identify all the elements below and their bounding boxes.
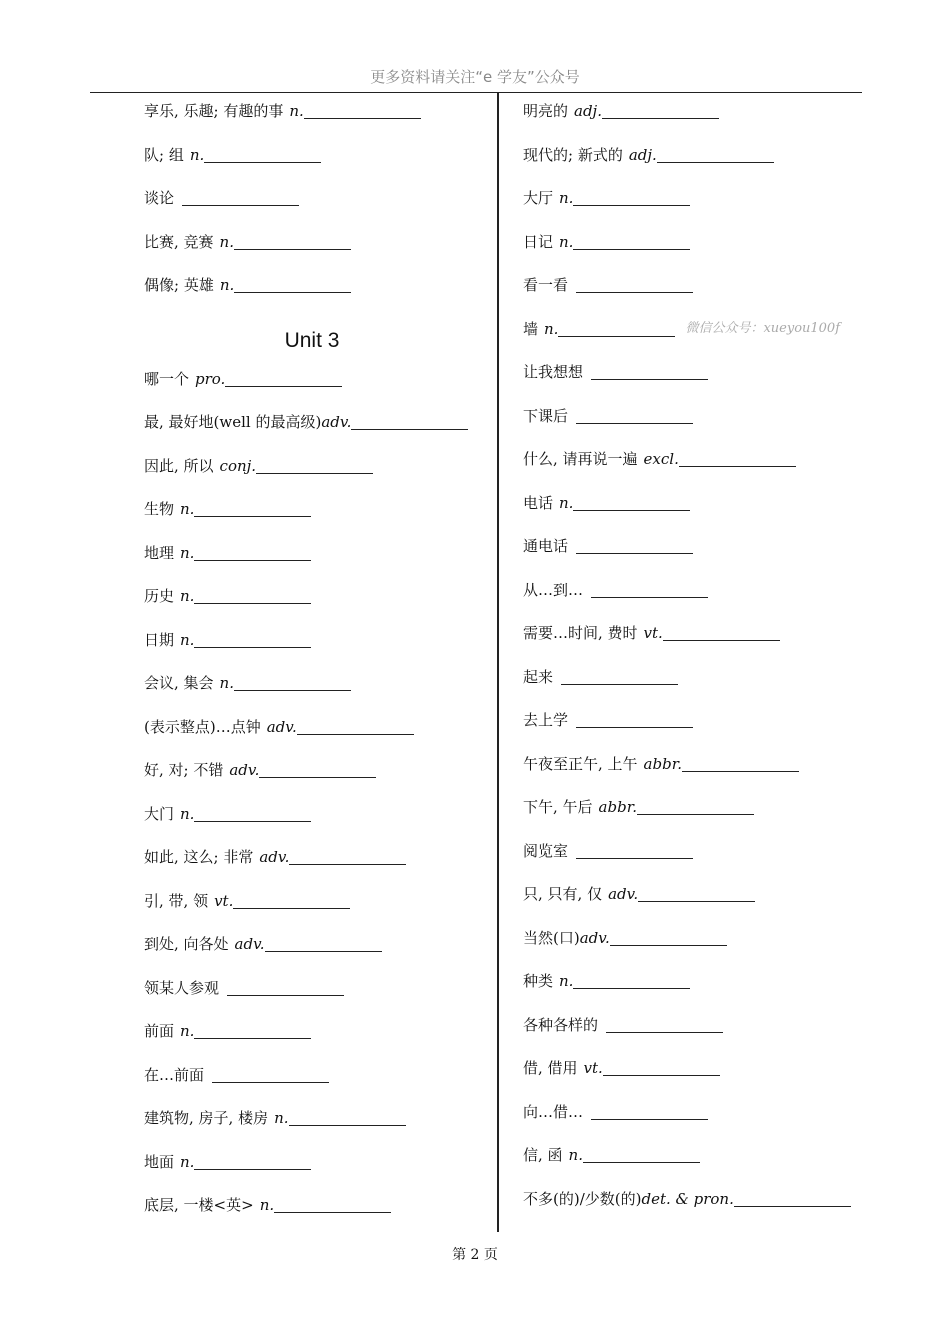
answer-blank[interactable] <box>663 626 780 641</box>
vocab-row <box>523 667 858 714</box>
part-of-speech: conj. <box>219 456 257 475</box>
vocab-row <box>523 800 858 844</box>
answer-blank[interactable] <box>561 670 678 685</box>
answer-blank[interactable] <box>297 720 414 735</box>
vocab-term: 信, 函 <box>523 1146 563 1164</box>
vocab-term: 下午, 午后 <box>523 798 593 816</box>
vocab-term: 在…前面 <box>144 1065 205 1084</box>
right-vocabulary-column <box>523 104 858 1235</box>
vocab-row <box>144 717 489 764</box>
vocab-row <box>144 456 489 503</box>
part-of-speech: abbr. <box>643 754 682 773</box>
part-of-speech: n. <box>219 674 234 692</box>
part-of-speech: excl. <box>643 450 679 468</box>
part-of-speech: adv. <box>234 935 265 953</box>
part-of-speech: n. <box>180 587 195 605</box>
vocab-term: 通电话 <box>523 537 569 555</box>
vocab-row <box>523 145 858 192</box>
vocab-term: 建筑物, 房子, 楼房 <box>144 1109 269 1127</box>
answer-blank[interactable] <box>576 409 693 424</box>
vocab-row <box>144 676 489 720</box>
vocab-term: 日记 <box>523 232 554 251</box>
vocab-row <box>523 928 858 975</box>
vocab-term: 起来 <box>523 667 554 686</box>
answer-blank[interactable] <box>573 974 690 989</box>
vocab-term: 会议, 集会 <box>144 674 214 692</box>
vocab-row <box>523 754 858 801</box>
vocab-term: 只, 只有, 仅 <box>523 885 603 903</box>
vocab-term: 队; 组 <box>144 145 184 164</box>
vocab-row <box>144 630 489 677</box>
vocab-term: 让我想想 <box>523 363 584 381</box>
vocab-row <box>523 580 858 627</box>
answer-blank[interactable] <box>576 539 693 554</box>
vocab-term: 午夜至正午, 上午 <box>523 754 638 773</box>
vocab-term: (表示整点)…点钟 <box>144 717 261 736</box>
vocab-row <box>144 589 489 633</box>
part-of-speech: n. <box>189 145 205 164</box>
vocab-term: 最, 最好地(well 的最高级) <box>144 413 322 431</box>
part-of-speech: n. <box>544 319 559 338</box>
answer-blank[interactable] <box>234 235 351 250</box>
part-of-speech: n. <box>559 972 574 990</box>
vocab-term: 各种各样的 <box>523 1015 599 1034</box>
vocab-term: 底层, 一楼<英> <box>144 1196 254 1214</box>
part-of-speech: vt. <box>214 891 234 910</box>
vocab-term: 享乐, 乐趣; 有趣的事 <box>144 102 284 120</box>
vocab-row <box>144 763 489 807</box>
answer-blank[interactable] <box>610 931 727 946</box>
vocab-row <box>144 891 489 938</box>
vocab-row <box>523 887 858 931</box>
vocab-row <box>144 278 489 322</box>
vocab-term: 墙 <box>523 319 539 338</box>
vocab-row <box>523 319 858 366</box>
part-of-speech: adv. <box>608 885 639 903</box>
vocab-row <box>144 850 489 894</box>
vocab-row <box>523 1189 858 1236</box>
answer-blank[interactable] <box>591 365 708 380</box>
vocab-term: 如此, 这么; 非常 <box>144 848 254 866</box>
vocab-row <box>523 365 858 409</box>
answer-blank[interactable] <box>591 1105 708 1120</box>
answer-blank[interactable] <box>573 496 690 511</box>
answer-blank[interactable] <box>194 589 311 604</box>
answer-blank[interactable] <box>304 104 421 119</box>
vocab-row <box>144 369 489 416</box>
answer-blank[interactable] <box>289 850 406 865</box>
answer-blank[interactable] <box>274 1198 391 1213</box>
vocab-term: 不多(的)/少数(的) <box>523 1189 642 1208</box>
answer-blank[interactable] <box>194 502 311 517</box>
vocab-term: 因此, 所以 <box>144 456 214 475</box>
vocab-term: 什么, 请再说一遍 <box>523 450 638 468</box>
part-of-speech: n. <box>180 543 195 562</box>
part-of-speech: adv. <box>579 928 610 947</box>
answer-blank[interactable] <box>679 452 796 467</box>
part-of-speech: det. & pron. <box>641 1189 734 1208</box>
answer-blank[interactable] <box>227 981 344 996</box>
vocab-row <box>523 232 858 279</box>
vocab-row <box>523 713 858 757</box>
vocab-term: 比赛, 竞赛 <box>144 232 214 251</box>
left-vocabulary-column <box>144 104 489 1242</box>
answer-blank[interactable] <box>194 1024 311 1039</box>
vocab-term: 谈论 <box>144 189 175 207</box>
vocab-row <box>144 1065 489 1112</box>
vocab-term: 看一看 <box>523 276 569 294</box>
vocab-term: 历史 <box>144 587 175 605</box>
part-of-speech: adv. <box>229 761 260 779</box>
answer-blank[interactable] <box>657 148 774 163</box>
part-of-speech: n. <box>180 500 195 518</box>
answer-blank[interactable] <box>573 235 690 250</box>
answer-blank[interactable] <box>289 1111 406 1126</box>
vocab-row <box>523 1102 858 1149</box>
vocab-row <box>144 1024 489 1068</box>
vocab-term: 现代的; 新式的 <box>523 145 623 164</box>
vocab-row <box>144 232 489 279</box>
vocab-term: 日期 <box>144 630 175 649</box>
vocab-row <box>144 543 489 590</box>
vocab-row <box>144 145 489 192</box>
watermark-text: 微信公众号：xueyou100f <box>685 320 841 336</box>
vocab-term: 地面 <box>144 1152 175 1171</box>
part-of-speech: n. <box>219 276 235 294</box>
vocab-row <box>144 804 489 851</box>
vocab-row <box>523 191 858 235</box>
vocab-term: 阅览室 <box>523 841 569 860</box>
answer-blank[interactable] <box>576 713 693 728</box>
vocab-row <box>523 841 858 888</box>
answer-blank[interactable] <box>583 1148 700 1163</box>
part-of-speech: n. <box>559 232 574 251</box>
answer-blank[interactable] <box>576 278 693 293</box>
vocab-row <box>144 937 489 981</box>
vocab-term: 偶像; 英雄 <box>144 276 214 294</box>
vocab-row <box>523 626 858 670</box>
vocab-term: 从…到… <box>523 580 584 599</box>
page-header: 更多资料请关注“e 学友”公众号 <box>370 68 580 86</box>
answer-blank[interactable] <box>194 807 311 822</box>
vocab-row <box>144 978 489 1025</box>
vocab-row <box>523 1061 858 1105</box>
vocab-row <box>144 415 489 459</box>
part-of-speech: adv. <box>259 848 290 866</box>
vocab-row <box>523 406 858 453</box>
answer-blank[interactable] <box>682 757 799 772</box>
answer-blank[interactable] <box>351 415 468 430</box>
answer-blank[interactable] <box>233 894 350 909</box>
part-of-speech: n. <box>559 493 574 512</box>
vocab-term: 向…借… <box>523 1102 584 1121</box>
answer-blank[interactable] <box>194 1155 311 1170</box>
vocab-row <box>144 502 489 546</box>
vocab-term: 电话 <box>523 493 554 512</box>
part-of-speech: abbr. <box>598 798 637 816</box>
vocab-row <box>144 1152 489 1199</box>
vocab-row <box>144 1198 489 1242</box>
part-of-speech: n. <box>274 1109 289 1127</box>
vocab-term: 引, 带, 领 <box>144 891 209 910</box>
part-of-speech: pro. <box>195 369 226 388</box>
vocab-row <box>523 1148 858 1192</box>
vocab-row <box>523 974 858 1018</box>
answer-blank[interactable] <box>194 546 311 561</box>
part-of-speech: n. <box>180 1022 195 1040</box>
answer-blank[interactable] <box>734 1192 851 1207</box>
vocab-term: 地理 <box>144 543 175 562</box>
vocab-term: 大门 <box>144 804 175 823</box>
unit-heading: Unit 3 <box>284 328 340 352</box>
answer-blank[interactable] <box>234 676 351 691</box>
vocab-term: 下课后 <box>523 406 569 425</box>
vocab-row <box>523 493 858 540</box>
vocab-term: 需要…时间, 费时 <box>523 624 638 642</box>
vocab-term: 种类 <box>523 972 554 990</box>
answer-blank[interactable] <box>212 1068 329 1083</box>
part-of-speech: n. <box>289 102 304 120</box>
vocab-term: 生物 <box>144 500 175 518</box>
part-of-speech: n. <box>219 232 234 251</box>
header-divider <box>90 92 862 93</box>
answer-blank[interactable] <box>204 148 321 163</box>
answer-blank[interactable] <box>638 887 755 902</box>
part-of-speech: adv. <box>266 717 297 736</box>
part-of-speech: n. <box>180 630 195 649</box>
answer-blank[interactable] <box>606 1018 723 1033</box>
vocab-term: 领某人参观 <box>144 978 220 997</box>
part-of-speech: vt. <box>583 1059 603 1077</box>
part-of-speech: n. <box>180 804 195 823</box>
answer-blank[interactable] <box>194 633 311 648</box>
vocab-row <box>144 104 489 148</box>
part-of-speech: vt. <box>643 624 663 642</box>
vocab-term: 前面 <box>144 1022 175 1040</box>
answer-blank[interactable] <box>256 459 373 474</box>
column-divider <box>497 92 499 1232</box>
answer-blank[interactable] <box>576 844 693 859</box>
vocab-term: 到处, 向各处 <box>144 935 229 953</box>
part-of-speech: adj. <box>574 102 602 120</box>
part-of-speech: adv. <box>321 413 352 431</box>
part-of-speech: n. <box>259 1196 275 1214</box>
part-of-speech: n. <box>559 189 574 207</box>
vocab-row <box>523 452 858 496</box>
page-number: 第 2 页 <box>452 1247 498 1263</box>
vocab-term: 当然(口) <box>523 928 580 947</box>
vocab-row <box>523 1015 858 1062</box>
answer-blank[interactable] <box>225 372 342 387</box>
answer-blank[interactable] <box>182 191 299 206</box>
answer-blank[interactable] <box>259 763 376 778</box>
answer-blank[interactable] <box>591 583 708 598</box>
vocab-row <box>523 104 858 148</box>
vocab-row <box>523 539 858 583</box>
vocab-term: 借, 借用 <box>523 1059 578 1077</box>
vocab-term: 好, 对; 不错 <box>144 761 224 779</box>
vocab-term: 去上学 <box>523 711 569 729</box>
answer-blank[interactable] <box>637 800 754 815</box>
part-of-speech: n. <box>568 1146 583 1164</box>
answer-blank[interactable] <box>603 1061 720 1076</box>
vocab-term: 大厅 <box>523 189 554 207</box>
answer-blank[interactable] <box>573 191 690 206</box>
vocab-row <box>144 191 489 235</box>
answer-blank[interactable] <box>558 322 675 337</box>
answer-blank[interactable] <box>265 937 382 952</box>
vocab-row <box>144 1111 489 1155</box>
part-of-speech: adj. <box>628 145 657 164</box>
vocab-term: 明亮的 <box>523 102 569 120</box>
part-of-speech: n. <box>180 1152 195 1171</box>
vocab-term: 哪一个 <box>144 369 190 388</box>
answer-blank[interactable] <box>234 278 351 293</box>
answer-blank[interactable] <box>602 104 719 119</box>
vocab-row <box>523 278 858 322</box>
